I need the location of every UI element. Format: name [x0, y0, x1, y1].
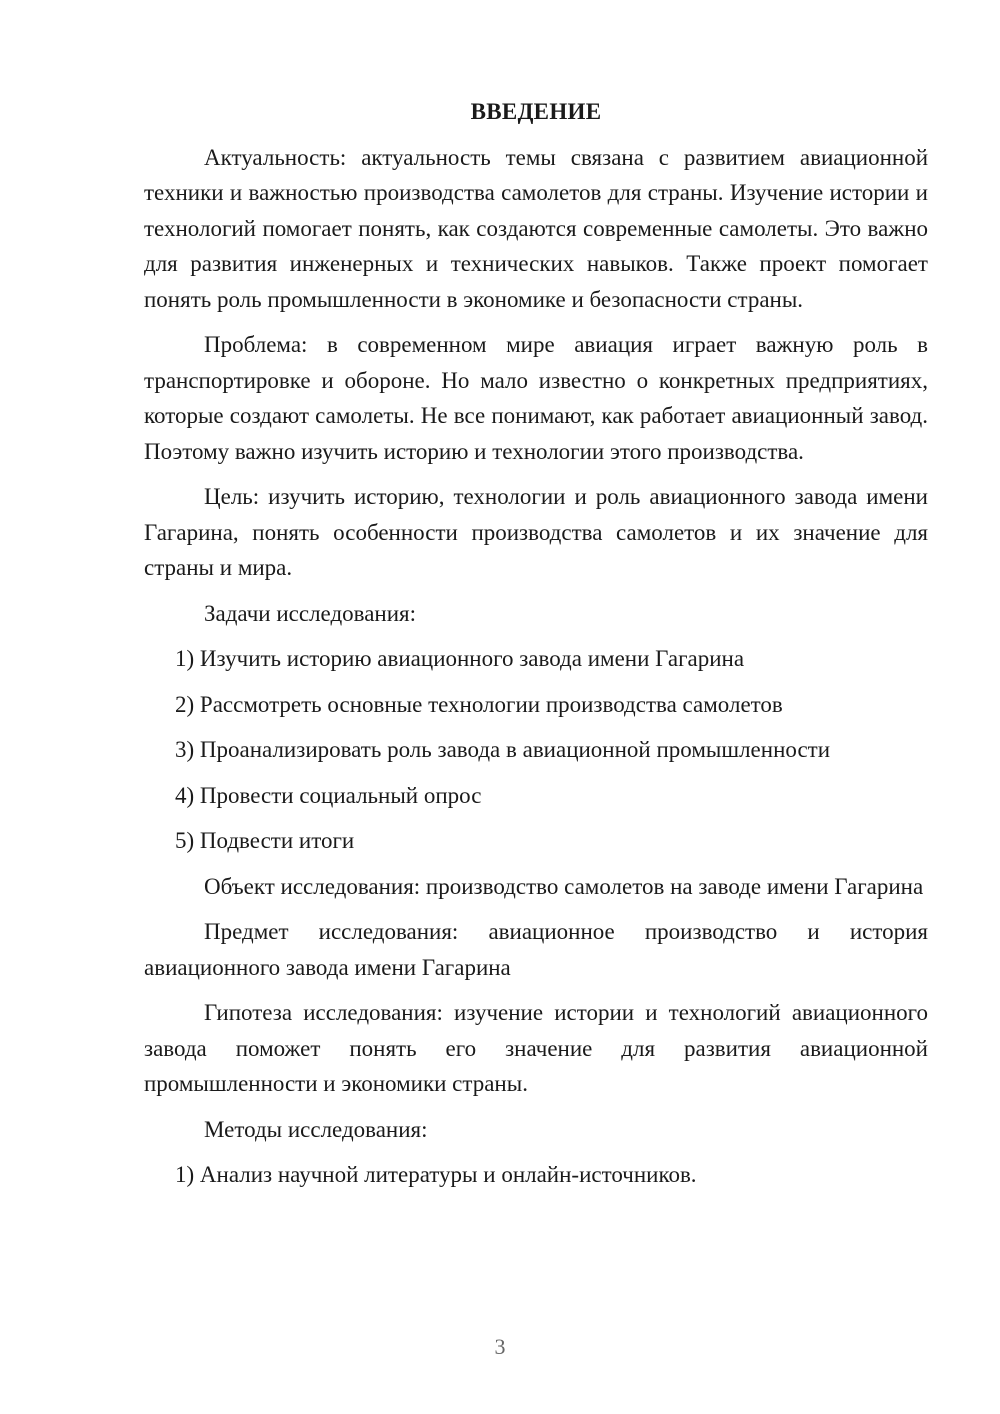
method-item: 1) Анализ научной литературы и онлайн-источников.	[175, 1162, 697, 1187]
task-item: 5) Подвести итоги	[175, 828, 355, 853]
hypothesis-paragraph: Гипотеза исследования: изучение истории и технологий авиационного завода поможет понять его значение для развития авиационной промышленности и экономики страны.	[144, 1000, 928, 1096]
task-item: 3) Проанализировать роль завода в авиационной промышленности	[175, 737, 831, 762]
problem-paragraph: Проблема: в современном мире авиация играет важную роль в транспортировке и обороне. Но мало известно о конкретных предприятиях, которые создают самолеты. Не все понимают, как работает авиационный завод. Поэтому важно изучить историю и технологии этого производства.	[144, 332, 928, 464]
tasks-list	[144, 641, 928, 859]
document-page	[144, 94, 928, 1203]
page-number: 3	[494, 1334, 506, 1359]
goal-paragraph: Цель: изучить историю, технологии и роль авиационного завода имени Гагарина, понять особенности производства самолетов и их значение для страны и мира.	[144, 484, 928, 580]
task-item: 4) Провести социальный опрос	[175, 782, 482, 808]
section-title: ВВЕДЕНИЕ	[470, 99, 602, 124]
tasks-heading: Задачи исследования:	[204, 600, 417, 626]
task-item: 1) Изучить историю авиационного завода имени Гагарина	[175, 646, 745, 671]
methods-heading: Методы исследования:	[204, 1116, 428, 1142]
methods-list	[144, 1157, 928, 1193]
relevance-paragraph: Актуальность: актуальность темы связана с развитием авиационной техники и важностью производства самолетов для страны. Изучение истории и технологий помогает понять, как создаются современные самолеты. Это важно для развития инженерных и технических навыков. Также проект помогает понять роль промышленности в экономике и безопасности страны.	[144, 144, 928, 312]
task-item: 2) Рассмотреть основные технологии производства самолетов	[175, 691, 783, 717]
subject-paragraph: Предмет исследования: авиационное производство и история авиационного завода имени Гагарина	[144, 919, 928, 980]
object-paragraph: Объект исследования: производство самолетов на заводе имени Гагарина	[204, 873, 924, 899]
